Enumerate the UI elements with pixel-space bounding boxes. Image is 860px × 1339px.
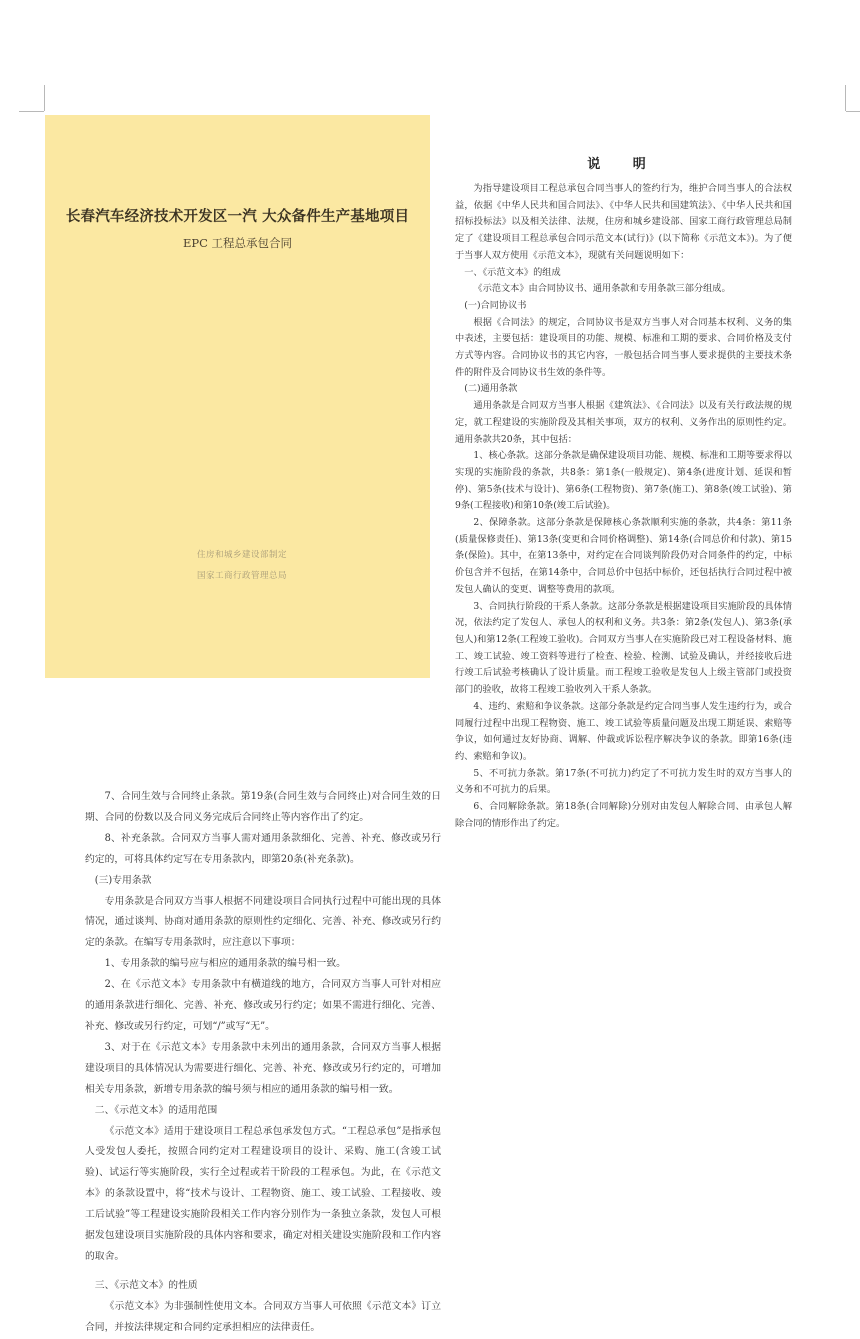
explanation-page [455, 155, 792, 832]
section-heading: 二、《示范文本》的适用范围 [94, 1104, 218, 1116]
cover-subtitle: EPC 工程总承包合同 [182, 236, 293, 250]
paragraph-gap [85, 1268, 441, 1276]
cover-title: 长春汽车经济技术开发区一汽 大众备件生产基地项目 [65, 208, 410, 225]
paragraph: 《示范文本》适用于建设项目工程总承包承发包方式。“工程总承包”是指承包人受发包人委托，按照合同约定对工程建设项目的设计、采购、施工(含竣工试验)、试运行等实施阶段，实行全过程或若干阶段的工程承包。为此，在《示范文本》的条款设置中，将“技术与设计、工程物资、施工、竣工试验、工程接收、竣工后试验”等工程建设实施阶段相关工作内容分别作为一条独立条款，发包人可根据发包建设项目实施阶段的具体内容和要求，确定对相关建设实施阶段和工作内容的取舍。 [85, 1125, 441, 1262]
paragraph: 3、合同执行阶段的干系人条款。这部分条款是根据建设项目实施阶段的具体情况，依法约定了发包人、承包人的权利和义务。共3条：第2条(发包人)、第3条(承包人)和第12条(工程竣工验收)。合同双方当事人在实施阶段已对工程设备材料、施工、竣工试验、竣工资料等进行了检查、检验、检测、试验及确认，并经接收后进行竣工后试验考核确认了设计质量。而工程竣工验收是发包人上级主管部门或投资部门的验收，故将工程竣工验收列入干系人条款。 [455, 600, 792, 696]
paragraph: 通用条款是合同双方当事人根据《建筑法》、《合同法》以及有关行政法规的规定，就工程建设的实施阶段及其相关事项，双方的权利、义务作出的原则性约定。通用条款共20条，其中包括： [455, 400, 792, 445]
crop-mark-top-left-horizontal [19, 111, 44, 112]
cover-issuer: 国家工商行政管理总局 [197, 571, 288, 581]
section-heading: 三、《示范文本》的性质 [94, 1279, 198, 1291]
section-heading: 一、《示范文本》的组成 [464, 266, 561, 278]
section-heading: (三)专用条款 [94, 874, 152, 886]
section-heading: (二)通用条款 [464, 383, 518, 395]
paragraph: 根据《合同法》的规定，合同协议书是双方当事人对合同基本权利、义务的集中表述，主要包括：建设项目的功能、规模、标准和工期的要求、合同价格及支付方式等内容。合同协议书的其它内容，一般包括合同当事人要求提供的主要技术条件的附件及合同协议书生效的条件等。 [455, 316, 792, 378]
paragraph: 《示范文本》为非强制性使用文本。合同双方当事人可依照《示范文本》订立合同，并按法律规定和合同约定承担相应的法律责任。 [85, 1300, 441, 1333]
paragraph: 1、专用条款的编号应与相应的通用条款的编号相一致。 [104, 958, 346, 970]
paragraph: 2、保障条款。这部分条款是保障核心条款顺利实施的条款，共4条：第11条(质量保修责任)、第13条(变更和合同价格调整)、第14条(合同总价和付款)、第15条(保险)。其中，在第13条中，对约定在合同谈判阶段仍对合同条件的约定，中标价包含并不包括，在第14条中，合同总价中包括中标价，还包括执行合同过程中被发包人确认的变更、调整等费用的款项。 [455, 517, 792, 595]
paragraph: 为指导建设项目工程总承包合同当事人的签约行为，维护合同当事人的合法权益，依据《中华人民共和国合同法》、《中华人民共和国建筑法》、《中华人民共和国招标投标法》以及相关法律、法规，住房和城乡建设部、国家工商行政管理总局制定了《建设项目工程总承包合同示范文本(试行)》(以下简称《示范文本》)。为了便于当事人双方使用《示范文本》，现就有关问题说明如下： [455, 183, 792, 261]
paragraph: 专用条款是合同双方当事人根据不同建设项目合同执行过程中可能出现的具体情况，通过谈判、协商对通用条款的原则性约定细化、完善、补充、修改或另行约定的条款。在编写专用条款时，应注意以下事项： [85, 895, 441, 949]
crop-mark-top-right-vertical [845, 85, 846, 111]
crop-mark-top-left-vertical [44, 85, 45, 111]
explanation-continued-page [85, 787, 441, 1339]
cover-issuer: 住房和城乡建设部制定 [197, 550, 288, 560]
section-heading: (一)合同协议书 [464, 299, 527, 311]
contract-cover-page [45, 115, 430, 678]
paragraph: 1、核心条款。这部分条款是确保建设项目功能、规模、标准和工期等要求得以实现的实施阶段的条款，共8条：第1条(一般规定)、第4条(进度计划、延误和暂停)、第5条(技术与设计)、第6条(工程物资)、第7条(施工)、第8条(竣工试验)、第9条(工程接收)和第10条(竣工后试验)。 [455, 450, 792, 512]
paragraph: 2、在《示范文本》专用条款中有横道线的地方，合同双方当事人可针对相应的通用条款进行细化、完善、补充、修改或另行约定；如果不需进行细化、完善、补充、修改或另行约定，可划“/”或写“无”。 [85, 979, 441, 1032]
explanation-body [455, 181, 792, 832]
paragraph: 6、合同解除条款。第18条(合同解除)分别对由发包人解除合同、由承包人解除合同的情形作出了约定。 [455, 801, 792, 829]
explanation-heading: 说 明 [587, 157, 660, 172]
paragraph: 《示范文本》由合同协议书、通用条款和专用条款三部分组成。 [473, 283, 731, 295]
crop-mark-top-right-horizontal [846, 111, 860, 112]
paragraph: 4、违约、索赔和争议条款。这部分条款是约定合同当事人发生违约行为，或合同履行过程中出现工程物资、施工、竣工试验等质量问题及出现工期延误、索赔等争议，如何通过友好协商、调解、仲裁或诉讼程序解决争议的条款。即第16条(违约、索赔和争议)。 [455, 700, 792, 762]
paragraph: 5、不可抗力条款。第17条(不可抗力)约定了不可抗力发生时的双方当事人的义务和不可抗力的后果。 [455, 767, 792, 796]
continuation-body [85, 787, 441, 1339]
paragraph: 8、补充条款。合同双方当事人需对通用条款细化、完善、补充、修改或另行约定的，可将具体约定写在专用条款内，即第20条(补充条款)。 [85, 832, 441, 865]
paragraph: 7、合同生效与合同终止条款。第19条(合同生效与合同终止)对合同生效的日期、合同的份数以及合同义务完成后合同终止等内容作出了约定。 [85, 791, 441, 823]
paragraph: 3、对于在《示范文本》专用条款中未列出的通用条款，合同双方当事人根据建设项目的具体情况认为需要进行细化、完善、补充、修改或另行约定的，可增加相关专用条款，新增专用条款的编号须与相应的通用条款的编号相一致。 [85, 1041, 441, 1095]
